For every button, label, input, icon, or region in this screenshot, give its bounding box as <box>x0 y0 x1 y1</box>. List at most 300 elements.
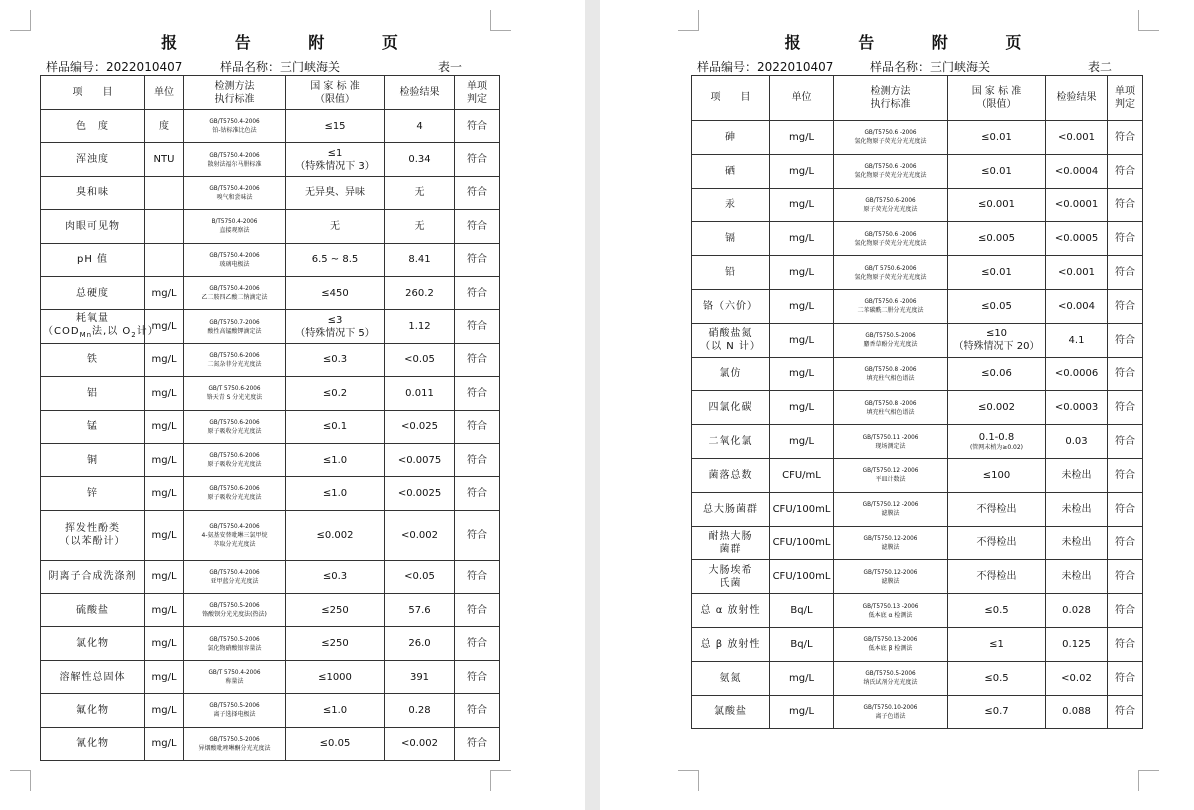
judge-value: 符合 <box>1115 605 1135 617</box>
limit-cell <box>948 695 1046 729</box>
unit-text: mg/L <box>788 334 815 346</box>
method-name: 填充柱气相色谱法 <box>866 408 915 416</box>
table-row <box>41 343 500 376</box>
crop-mark <box>678 770 699 791</box>
unit-cell <box>770 323 834 357</box>
judge-value: 符合 <box>1115 334 1135 346</box>
judge-cell <box>455 560 500 593</box>
limit-cell <box>286 310 385 343</box>
unit-cell <box>145 343 184 376</box>
limit-cell <box>948 121 1046 155</box>
limit-value: ≤1000 <box>318 671 352 683</box>
unit-text: mg/L <box>788 706 815 718</box>
result-value: 260.2 <box>405 287 434 299</box>
item-name-text: 二氧化氯 <box>708 436 753 448</box>
method-name: 玻璃电极法 <box>219 260 250 268</box>
unit-cell <box>145 243 184 276</box>
table-header-row <box>41 76 500 110</box>
item-name <box>692 256 770 290</box>
report-page-1 <box>0 0 585 810</box>
item-name <box>41 660 145 693</box>
table-row <box>692 222 1143 256</box>
table-row <box>692 492 1143 526</box>
method-name: 称量法 <box>225 678 244 686</box>
method-standard: GB/T5750.13 -2006 <box>862 602 919 610</box>
limit-value: ≤0.002 <box>316 529 354 541</box>
sample-name: 样品名称：三门峡海关 <box>870 60 991 74</box>
unit-cell <box>770 695 834 729</box>
result-value: <0.002 <box>400 738 438 750</box>
item-name-text: 耗氧量 <box>76 312 109 324</box>
result-cell <box>1046 121 1108 155</box>
method-name: 平皿计数法 <box>875 476 906 484</box>
item-name-text: 菌落总数 <box>708 469 753 481</box>
limit-value: 无异臭、异味 <box>305 187 365 199</box>
item-name-text: 总大肠菌群 <box>703 503 758 515</box>
result-value: 26.0 <box>408 638 431 650</box>
item-name-text: 氨氮 <box>719 672 742 684</box>
item-name-text: 氏菌 <box>719 577 742 589</box>
method-cell <box>184 660 286 693</box>
judge-value: 符合 <box>1115 368 1135 380</box>
method-name: 原子荧光分光光度法 <box>863 205 918 213</box>
judge-value: 符合 <box>1115 402 1135 414</box>
result-value: <0.001 <box>1057 131 1095 143</box>
limit-cell <box>948 256 1046 290</box>
limit-cell <box>286 110 385 143</box>
method-name: 滤膜法 <box>881 510 900 518</box>
result-cell <box>1046 222 1108 256</box>
method-cell <box>834 526 948 560</box>
method-standard: GB/T5750.6-2006 <box>209 352 260 359</box>
judge-cell <box>1108 661 1143 695</box>
result-cell <box>385 243 455 276</box>
limit-cell <box>948 492 1046 526</box>
judge-value: 符合 <box>467 287 487 299</box>
result-value: 0.088 <box>1062 706 1091 718</box>
judge-value: 符合 <box>467 487 487 499</box>
item-name-text: 锌 <box>87 487 98 499</box>
crop-mark <box>490 770 511 791</box>
limit-note: （特殊情况下 3） <box>295 160 375 172</box>
item-name <box>41 310 159 343</box>
method-cell <box>184 110 286 143</box>
header-item-label: 项 目 <box>72 86 113 98</box>
method-standard: GB/T5750.6-2006 <box>209 485 260 493</box>
item-name-text: 氰化物 <box>76 738 109 750</box>
header-method <box>184 76 286 110</box>
unit-cell <box>145 410 184 443</box>
unit-text: mg/L <box>788 131 815 143</box>
limit-cell <box>948 627 1046 661</box>
limit-note: (管网末梢为≥0.02) <box>969 444 1024 452</box>
judge-cell <box>1108 594 1143 628</box>
header-judge <box>1108 76 1143 121</box>
unit-text: mg/L <box>151 354 177 366</box>
method-standard: GB/T 5750.6-2006 <box>864 264 917 272</box>
limit-cell <box>286 660 385 693</box>
header-unit-label: 单位 <box>791 92 812 103</box>
method-standard: GB/T5750.10-2006 <box>863 704 918 711</box>
unit-cell <box>770 391 834 425</box>
method-standard: GB/T5750.5-2006 <box>209 702 260 710</box>
method-standard: GB/T5750.7-2006 <box>209 318 260 326</box>
result-cell <box>1046 357 1108 391</box>
result-cell <box>385 410 455 443</box>
item-name <box>41 510 145 560</box>
judge-value: 符合 <box>1115 131 1135 143</box>
unit-text: mg/L <box>151 571 177 583</box>
method-cell <box>834 661 948 695</box>
unit-cell <box>145 727 184 760</box>
result-cell <box>385 443 455 476</box>
result-cell <box>1046 154 1108 188</box>
judge-cell <box>1108 323 1143 357</box>
results-table-1 <box>40 75 500 761</box>
method-standard: GB/T5750.4-2006 <box>209 569 260 576</box>
limit-cell <box>286 176 385 209</box>
item-name <box>41 727 145 760</box>
method-cell <box>834 425 948 459</box>
crop-mark <box>1138 10 1159 31</box>
result-cell <box>1046 594 1108 628</box>
limit-cell <box>948 357 1046 391</box>
method-name: 填充柱气相色谱法 <box>866 374 915 382</box>
limit-cell <box>286 410 385 443</box>
result-value: <0.0005 <box>1054 233 1099 245</box>
method-name: 低本底 β 检测法 <box>868 645 913 653</box>
judge-cell <box>1108 357 1143 391</box>
item-name <box>692 323 770 357</box>
judge-value: 符合 <box>467 738 487 750</box>
table-row <box>41 694 500 727</box>
judge-value: 符合 <box>467 571 487 583</box>
result-value: <0.004 <box>1057 300 1095 312</box>
limit-cell <box>948 391 1046 425</box>
method-name: 嗅气和尝味法 <box>216 193 253 201</box>
method-name: 二氮杂菲分光光度法 <box>207 360 262 368</box>
header-limit <box>286 76 385 110</box>
method-cell <box>184 443 286 476</box>
judge-value: 符合 <box>467 120 487 132</box>
item-name-text: 氟化物 <box>76 704 109 716</box>
limit-value: 6.5 ~ 8.5 <box>311 254 359 266</box>
judge-value: 符合 <box>1115 436 1135 448</box>
judge-cell <box>1108 188 1143 222</box>
limit-note: （特殊情况下 5） <box>295 327 375 339</box>
method-name: 铂-钴标准比色法 <box>212 127 257 135</box>
item-name-text: （以 N 计） <box>700 341 761 353</box>
item-name-subscript: 2 <box>131 330 137 339</box>
unit-text: mg/L <box>151 487 177 499</box>
limit-cell <box>286 243 385 276</box>
limit-value: ≤250 <box>321 604 349 616</box>
method-cell <box>184 627 286 660</box>
table-row <box>692 391 1143 425</box>
judge-cell <box>1108 560 1143 594</box>
method-standard: GB/T5750.5-2006 <box>209 736 260 743</box>
judge-cell <box>455 627 500 660</box>
item-name <box>41 243 145 276</box>
unit-cell <box>770 256 834 290</box>
judge-value: 符合 <box>467 421 487 433</box>
item-name-text: 四氯化碳 <box>708 402 753 414</box>
limit-cell <box>948 289 1046 323</box>
result-value: <0.0003 <box>1054 402 1099 414</box>
method-standard: GB/T5750.6 -2006 <box>864 163 917 171</box>
item-name-subline <box>43 325 159 342</box>
header-item <box>692 76 770 121</box>
method-cell <box>184 210 286 243</box>
result-value: <0.0001 <box>1054 199 1099 211</box>
table-header-row <box>692 76 1143 121</box>
crop-mark <box>490 10 511 31</box>
method-cell <box>184 143 286 176</box>
judge-value: 符合 <box>1115 571 1135 583</box>
limit-value: ≤1.0 <box>322 454 348 466</box>
judge-cell <box>1108 391 1143 425</box>
table-row <box>41 510 500 560</box>
unit-cell <box>145 110 184 143</box>
method-name: 滤膜法 <box>881 543 900 551</box>
result-value: <0.001 <box>1057 267 1095 279</box>
header-item <box>41 76 145 110</box>
limit-value: ≤0.002 <box>977 402 1015 414</box>
judge-value: 符合 <box>1115 300 1135 312</box>
item-name-text: 大肠埃希 <box>708 564 753 576</box>
header-limit-label: 国 家 标 准 <box>971 86 1022 97</box>
unit-text: mg/L <box>151 738 177 750</box>
method-cell <box>834 492 948 526</box>
limit-value: ≤0.01 <box>981 165 1012 177</box>
item-name-text: （以苯酚计） <box>59 536 126 548</box>
judge-cell <box>1108 222 1143 256</box>
limit-value: 不得检出 <box>976 503 1017 515</box>
judge-cell <box>455 694 500 727</box>
result-value: <0.0025 <box>397 487 442 499</box>
limit-note: （特殊情况下 20） <box>953 341 1040 353</box>
judge-value: 符合 <box>467 220 487 232</box>
item-name-text: 肉眼可见物 <box>65 220 120 232</box>
result-cell <box>1046 256 1108 290</box>
method-standard: GB/T5750.6-2006 <box>209 452 260 459</box>
method-name: 离子色谱法 <box>875 712 906 720</box>
method-cell <box>834 154 948 188</box>
judge-value: 符合 <box>1115 537 1135 549</box>
result-cell <box>1046 323 1108 357</box>
header-result-label: 检验结果 <box>1056 92 1097 103</box>
result-value: 未检出 <box>1061 469 1092 481</box>
result-cell <box>385 694 455 727</box>
table-row <box>692 695 1143 729</box>
unit-text: mg/L <box>151 454 177 466</box>
method-cell <box>184 560 286 593</box>
item-name-text: 总 β 放射性 <box>700 638 761 650</box>
item-name-text: 色 度 <box>76 120 109 132</box>
judge-cell <box>455 243 500 276</box>
method-cell <box>834 695 948 729</box>
crop-mark <box>1138 770 1159 791</box>
unit-text: mg/L <box>788 402 815 414</box>
result-value: 8.41 <box>408 254 431 266</box>
result-value: 391 <box>409 671 430 683</box>
unit-text: mg/L <box>151 287 177 299</box>
item-name <box>692 222 770 256</box>
item-name-text: 铬（六价） <box>703 300 758 312</box>
limit-value: ≤0.01 <box>981 267 1012 279</box>
sample-number: 样品编号：2022010407 <box>697 60 834 74</box>
crop-mark <box>10 10 31 31</box>
table-row <box>692 594 1143 628</box>
table-row <box>41 110 500 143</box>
limit-cell <box>948 222 1046 256</box>
judge-cell <box>455 594 500 627</box>
item-name-text: 硒 <box>725 165 736 177</box>
limit-value: ≤0.7 <box>984 706 1009 718</box>
table-row <box>692 560 1143 594</box>
limit-cell <box>286 143 385 176</box>
judge-cell <box>455 110 500 143</box>
judge-value: 符合 <box>467 387 487 399</box>
limit-cell <box>948 323 1046 357</box>
item-name-text: 浑浊度 <box>76 154 109 166</box>
item-name <box>41 176 145 209</box>
result-value: <0.0075 <box>397 454 442 466</box>
result-cell <box>1046 695 1108 729</box>
unit-text: mg/L <box>788 199 815 211</box>
unit-text: CFU/mL <box>782 469 821 481</box>
judge-value: 符合 <box>1115 267 1135 279</box>
method-name: 氢化物原子荧光分光光度法 <box>854 273 927 281</box>
judge-cell <box>455 477 500 510</box>
method-name: 酸性高锰酸钾滴定法 <box>207 327 262 335</box>
header-judge <box>455 76 500 110</box>
result-value: 57.6 <box>408 604 431 616</box>
limit-value: ≤3 <box>327 314 343 326</box>
limit-value: ≤10 <box>985 328 1008 340</box>
item-name <box>41 477 145 510</box>
method-standard: GB/T 5750.6-2006 <box>208 385 261 393</box>
item-name <box>692 458 770 492</box>
unit-text: mg/L <box>151 387 177 399</box>
limit-value: ≤0.005 <box>977 233 1015 245</box>
result-cell <box>1046 458 1108 492</box>
unit-cell <box>145 477 184 510</box>
item-name <box>692 695 770 729</box>
item-name-text: 砷 <box>725 131 736 143</box>
method-name: 现场测定法 <box>875 442 906 450</box>
item-name-text: 耐热大肠 <box>708 530 753 542</box>
result-value: 0.34 <box>408 154 431 166</box>
unit-cell <box>145 210 184 243</box>
item-name-text: 阴离子合成洗涤剂 <box>48 571 137 583</box>
item-name-text: 汞 <box>725 199 736 211</box>
method-name: 氢化物原子荧光分光光度法 <box>854 239 927 247</box>
method-cell <box>184 176 286 209</box>
unit-cell <box>770 458 834 492</box>
result-value: 未检出 <box>1061 537 1092 549</box>
header-judge-label: 判定 <box>467 93 487 105</box>
table-row <box>692 425 1143 459</box>
item-name-text: pH 值 <box>76 254 109 266</box>
item-name <box>41 143 145 176</box>
method-cell <box>834 458 948 492</box>
unit-text: mg/L <box>151 604 177 616</box>
unit-text: mg/L <box>151 671 177 683</box>
item-name <box>692 627 770 661</box>
result-value: <0.05 <box>404 571 435 583</box>
limit-cell <box>948 594 1046 628</box>
unit-cell <box>770 627 834 661</box>
result-cell <box>385 310 455 343</box>
method-name: 氯化物硝酸银容量法 <box>207 644 262 652</box>
item-name-text: 硝酸盐氮 <box>708 328 753 340</box>
judge-value: 符合 <box>467 254 487 266</box>
judge-cell <box>455 410 500 443</box>
item-name-text: 铜 <box>87 454 98 466</box>
judge-value: 符合 <box>467 454 487 466</box>
header-limit-label: 国 家 标 准 <box>310 80 360 92</box>
limit-value: ≤1 <box>989 638 1004 650</box>
result-cell <box>385 176 455 209</box>
unit-text: mg/L <box>151 704 177 716</box>
item-name <box>692 560 770 594</box>
result-cell <box>385 660 455 693</box>
result-value: 无 <box>414 187 425 199</box>
limit-cell <box>948 526 1046 560</box>
unit-text: mg/L <box>788 436 815 448</box>
item-name <box>692 357 770 391</box>
unit-text: mg/L <box>151 421 177 433</box>
item-name <box>41 110 145 143</box>
item-name <box>692 121 770 155</box>
method-cell <box>834 560 948 594</box>
method-standard: GB/T5750.5-2006 <box>865 332 916 339</box>
judge-value: 符合 <box>467 529 487 541</box>
unit-text: CFU/100mL <box>772 537 831 549</box>
method-standard: GB/T5750.6-2006 <box>209 418 260 426</box>
method-standard: GB/T5750.6 -2006 <box>864 298 917 306</box>
header-result-label: 检验结果 <box>399 86 440 98</box>
method-cell <box>834 357 948 391</box>
judge-cell <box>455 343 500 376</box>
item-name <box>41 694 145 727</box>
result-cell <box>385 727 455 760</box>
unit-text: mg/L <box>788 233 815 245</box>
method-name: 氢化物原子荧光分光光度法 <box>854 138 927 146</box>
item-name <box>692 188 770 222</box>
judge-value: 符合 <box>467 321 487 333</box>
judge-value: 符合 <box>467 638 487 650</box>
method-standard: GB/T5750.8 -2006 <box>864 366 917 373</box>
judge-cell <box>455 143 500 176</box>
table-row <box>41 210 500 243</box>
item-name <box>692 289 770 323</box>
limit-cell <box>286 727 385 760</box>
table-row <box>41 410 500 443</box>
item-name-text: 硫酸盐 <box>76 604 109 616</box>
judge-cell <box>455 510 500 560</box>
method-standard: B/T5750.4-2006 <box>211 218 258 226</box>
unit-text: mg/L <box>788 165 815 177</box>
method-cell <box>184 276 286 309</box>
method-standard: GB/T5750.4-2006 <box>209 522 260 530</box>
judge-value: 符合 <box>467 604 487 616</box>
result-cell <box>385 510 455 560</box>
unit-cell <box>145 694 184 727</box>
judge-value: 符合 <box>1115 672 1135 684</box>
method-cell <box>184 510 286 560</box>
